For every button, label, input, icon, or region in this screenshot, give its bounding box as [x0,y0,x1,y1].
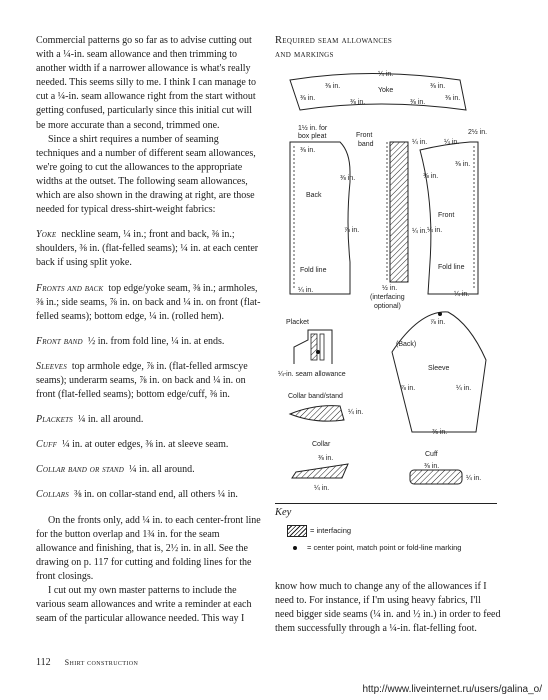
front-bottom-allowance: ¼ in. [454,291,470,298]
spec-cuff-text: ¼ in. at outer edges, ⅜ in. at sleeve seam. [62,439,229,451]
band-allowance-side: ¼ in. [412,228,428,235]
back-armhole-allowance: ⅜ in. [340,175,356,182]
placket-piece [278,319,346,378]
back-pleat-line-2: box pleat [298,133,327,140]
sleeve-label: Sleeve [428,365,450,372]
collar-piece [292,441,348,492]
sleeve-right-allowance: ¼ in. [456,385,472,392]
collar-top-allowance: ⅜ in. [318,455,334,462]
spec-collarband-label: Collar band or stand [36,464,125,476]
spec-band-label: Front band [36,335,83,347]
figure-title-line-1: Required seam allowances [275,35,393,46]
front-piece [420,128,487,298]
spec-yoke-text: neckline seam, ¼ in.; front and back, ⅜ in.; shoulders, ⅜ in. (flat-felled seams); ¼ in. at each center back if using split yoke. [36,229,259,269]
band-bottom-2: (interfacing [370,294,405,301]
cuff-piece [410,451,481,484]
front-allowance-2: ⅜ in. [455,161,471,168]
pattern-diagram [270,62,510,502]
collar-band-piece [288,393,363,421]
spec-fronts-label: Fronts and back [36,282,104,294]
sleeve-left-allowance: ⅞ in. [400,385,416,392]
spec-fronts [36,282,262,324]
back-fold-line: Fold line [300,267,327,274]
spec-plackets [36,413,262,427]
spec-collarband-text: ¼ in. all around. [129,464,195,476]
spec-band [36,335,262,349]
marking-dot-icon [293,546,297,550]
front-band-piece [356,132,427,310]
key-points-text: = center point, match point or fold-line marking [307,543,462,552]
front-label: Front [438,212,455,219]
left-text-column [36,34,262,626]
front-armhole-allowance: ⅜ in. [423,173,439,180]
collar-label: Collar [312,441,331,448]
collar-band-allowance: ¼ in. [348,409,364,416]
spec-collars-text: ⅜ in. on collar-stand end, all others ¼ in. [73,489,238,501]
band-label-1: Front [356,132,373,139]
band-bottom-3: optional) [374,303,401,310]
spec-plackets-label: Plackets [36,414,73,426]
sleeve-bottom-allowance: ⅜ in. [432,429,448,436]
front-allowance-1: ¼ in. [444,139,460,146]
yoke-right-3: ⅜ in. [410,99,426,106]
front-fold-line: Fold line [438,264,465,271]
sleeve-label-back: (Back) [396,341,417,348]
yoke-left-2: ⅜ in. [300,95,316,102]
yoke-top-allowance: ¼ in. [378,71,394,78]
yoke-piece [290,71,466,110]
spec-sleeves-text: top armhole edge, ⅞ in. (flat-felled armscye seams); underarm seams, ⅞ in. on back and ¼ in. on front (flat-felled seams); bottom edge/cuff, ⅜ in. [36,360,248,401]
spec-cuff [36,438,262,452]
paragraph-3: On the fronts only, add ¼ in. to each center-front line for the button overlap and 1¾ in. for the seam allowance and finishing, that is, 2½ in. in all. See the drawing on p. 117 for cutting and folding lines for the front closings. [36,514,261,582]
key-title: Key [275,507,292,518]
right-paragraph-1: know how much to change any of the allowances if I need to. For instance, if I'm using heavy fabrics, I'll need bigger side seams (¼ in. and ½ in.) in order to feed them successfully through a ¼-in. flat-felling foot. [275,581,501,635]
back-pleat-line-1: 1½ in. for [298,125,328,132]
yoke-label: Yoke [378,87,394,94]
spec-sleeves [36,360,262,402]
page-number: 112 [36,657,51,668]
front-side-allowance: ¼ in. [427,227,443,234]
key-interfacing [287,525,351,537]
yoke-right-2: ⅜ in. [445,95,461,102]
page-folio [36,657,138,668]
yoke-left-3: ⅜ in. [350,99,366,106]
placket-label: Placket [286,319,309,326]
spec-cuff-label: Cuff [36,439,58,451]
spec-collars [36,488,262,502]
watermark-url: http://www.liveinternet.ru/users/galina_o/ [362,684,542,695]
band-label-2: band [358,141,374,148]
yoke-left-1: ⅜ in. [325,83,341,90]
paragraph-4: I cut out my own master patterns to include the various seam allowances and write a reminder at each seam of the particular allowance needed. This way I [36,585,252,625]
sleeve-piece [392,312,486,436]
sleeve-top-allowance: ⅞ in. [430,319,446,326]
back-piece [290,124,359,294]
key-interfacing-text: = interfacing [310,525,352,535]
cuff-top-allowance: ⅜ in. [424,463,440,470]
running-head: Shirt construction [64,658,139,667]
key-points [287,543,461,552]
spec-band-text: ½ in. from fold line, ¼ in. at ends. [87,335,225,347]
paragraph-2: Since a shirt requires a number of seaming techniques and a number of different seam allowances, we're going to cut the allowances to the appropriate widths at the outset. The following seam allowances, which are also shown in the drawing at right, are those needed for typical dress-shirt-weight fabrics: [36,133,256,216]
paragraph-1: Commercial patterns go so far as to advise cutting out with a ¼-in. seam allowance and then trimming to another width if a narrower allowance is what's really needed. This seems silly to me. I think I can manage to cut a ¼-in. seam allowance right from the start without getting confused, particularly since this initial cut will be more accurate than a second, trimmed one. [36,35,257,131]
cuff-right-allowance: ¼ in. [466,475,482,482]
back-bottom-allowance: ¼ in. [298,287,314,294]
back-side-allowance: ⅞ in. [344,227,360,234]
spec-sleeves-label: Sleeves [36,360,67,372]
back-top-allowance: ⅜ in. [300,147,316,154]
collar-bottom-allowance: ¼ in. [314,485,330,492]
spec-fronts-text: top edge/yoke seam, ⅜ in.; armholes, ⅜ in.; side seams, ⅞ in. on back and ¼ in. on front (flat-felled seams); bottom edge, ¼ in. (rolled hem). [36,282,261,322]
yoke-right-1: ⅜ in. [430,83,446,90]
figure-title-line-2: and markings [275,49,334,60]
back-label: Back [306,192,322,199]
spec-yoke [36,228,262,270]
spec-collars-label: Collars [36,489,69,501]
spec-collarband [36,463,262,477]
band-bottom-1: ½ in. [382,285,398,292]
placket-note: ¼-in. seam allowance [278,371,346,378]
front-top-allowance: 2½ in. [468,129,488,136]
band-allowance-top: ¼ in. [412,139,428,146]
spec-plackets-text: ¼ in. all around. [77,414,144,426]
figure-title [275,34,392,62]
key-divider [275,503,497,504]
collar-band-label: Collar band/stand [288,393,343,400]
cuff-label: Cuff [425,451,438,458]
right-text-column [275,580,501,636]
spec-yoke-label: Yoke [36,229,57,241]
interfacing-swatch [287,525,307,537]
